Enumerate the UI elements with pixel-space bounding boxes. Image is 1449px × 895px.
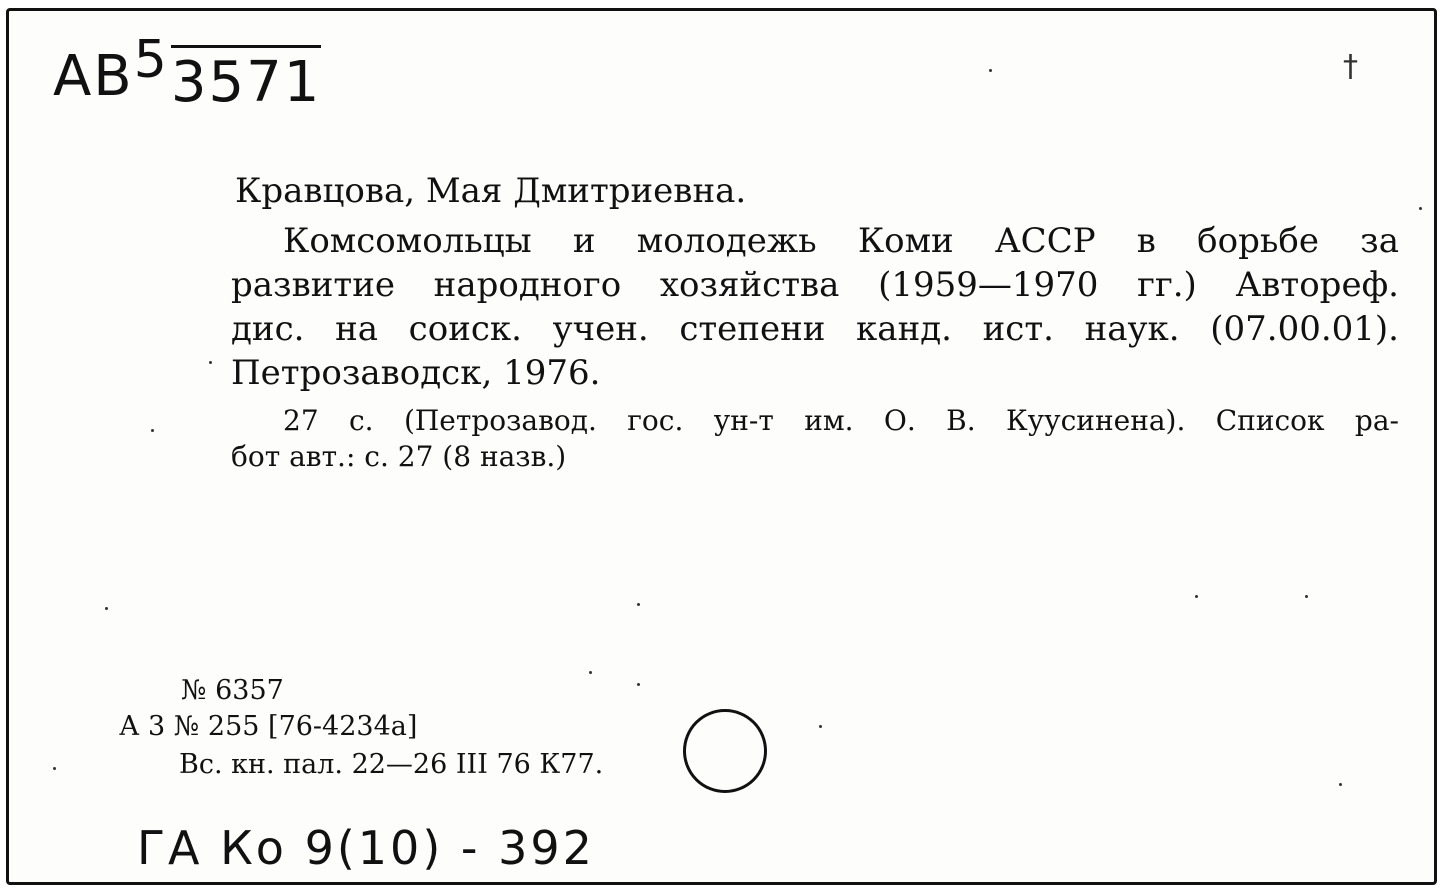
registry-line-3: Вс. кн. пал. 22—26 III 76 К77. — [179, 749, 604, 780]
registry-line-1: № 6357 — [181, 675, 284, 706]
title-line: развитие народного хозяйства (1959—1970 гг.) Автореф. — [231, 265, 1399, 305]
speck — [209, 361, 212, 364]
title-line: дис. на соиск. учен. степени канд. ист. наук. (07.00.01). — [231, 309, 1399, 349]
title-line: Петрозаводск, 1976. — [231, 353, 601, 393]
call-number-superscript: 5 — [133, 30, 169, 90]
call-number-prefix: АВ — [53, 44, 134, 109]
corner-mark: † — [1343, 49, 1358, 84]
speck — [1195, 595, 1198, 598]
stamp-circle — [683, 709, 767, 793]
speck — [53, 767, 56, 770]
handwritten-call-number — [53, 30, 322, 115]
speck — [637, 603, 640, 606]
note-line: 27 с. (Петрозавод. гос. ун-т им. О. В. Куусинена). Список ра- — [283, 404, 1399, 437]
registry-line-2: А 3 № 255 [76-4234а] — [119, 711, 418, 742]
catalog-card — [6, 8, 1437, 885]
speck — [1305, 595, 1308, 598]
speck — [637, 683, 640, 686]
title-block — [231, 219, 1399, 395]
author-name: Кравцова, Мая Дмитриевна. — [235, 171, 747, 211]
title-line: Комсомольцы и молодежь Коми АССР в борьбе за — [283, 221, 1399, 261]
note-line: бот авт.: с. 27 (8 назв.) — [231, 440, 567, 473]
speck — [151, 429, 154, 432]
speck — [1339, 783, 1342, 786]
speck — [1419, 207, 1422, 210]
speck — [819, 725, 822, 728]
speck — [105, 607, 108, 610]
handwritten-shelf-mark: ГА Ко 9(10) - 392 — [137, 821, 595, 875]
physical-description — [231, 403, 1399, 475]
speck — [589, 671, 592, 674]
speck — [989, 69, 992, 72]
call-number-number: 3571 — [171, 45, 322, 115]
